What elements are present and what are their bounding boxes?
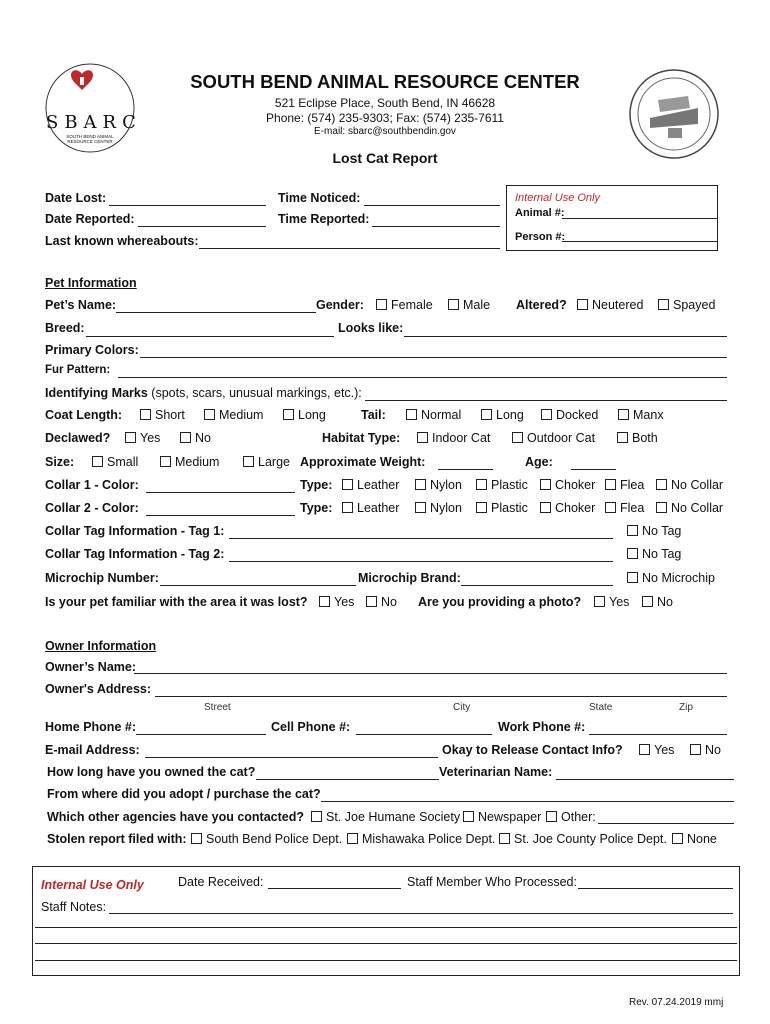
animal-no-label: Animal #: bbox=[515, 207, 565, 219]
tag2-no-tag-option[interactable]: No Tag bbox=[627, 547, 681, 561]
habitat-both-option[interactable]: Both bbox=[617, 431, 658, 445]
other-agency-checkbox[interactable] bbox=[546, 811, 557, 822]
internal-use-label: Internal Use Only bbox=[515, 192, 600, 204]
photo-no-checkbox[interactable] bbox=[642, 596, 653, 607]
tail-long-option[interactable]: Long bbox=[481, 408, 524, 422]
coat-medium-checkbox[interactable] bbox=[204, 409, 215, 420]
st-joe-checkbox[interactable] bbox=[311, 811, 322, 822]
home-phone-field[interactable] bbox=[136, 734, 266, 735]
collar2-type-label: Type: bbox=[300, 501, 333, 515]
coat-short-option[interactable]: Short bbox=[140, 408, 185, 422]
adopt-field[interactable] bbox=[321, 801, 734, 802]
sjcpd-option[interactable]: St. Joe County Police Dept. bbox=[499, 832, 667, 846]
collar2-choker-checkbox[interactable] bbox=[540, 502, 551, 513]
collar2-no-collar-option[interactable]: No Collar bbox=[656, 501, 723, 515]
cell-phone-field[interactable] bbox=[356, 734, 492, 735]
habitat-label: Habitat Type: bbox=[322, 431, 401, 445]
declawed-yes-checkbox[interactable] bbox=[125, 432, 136, 443]
breed-label: Breed: bbox=[45, 321, 85, 335]
collar2-plastic-option[interactable]: Plastic bbox=[476, 501, 528, 515]
age-field[interactable] bbox=[571, 469, 616, 470]
collar1-plastic-checkbox[interactable] bbox=[476, 479, 487, 490]
looks-like-field[interactable] bbox=[404, 336, 727, 337]
photo-yes-option[interactable]: Yes bbox=[594, 595, 629, 609]
habitat-outdoor-option[interactable]: Outdoor Cat bbox=[512, 431, 595, 445]
staff-notes-line-4[interactable] bbox=[35, 960, 737, 961]
collar2-flea-option[interactable]: Flea bbox=[605, 501, 644, 515]
coat-long-option[interactable]: Long bbox=[283, 408, 326, 422]
tail-manx-checkbox[interactable] bbox=[618, 409, 629, 420]
time-reported-label: Time Reported: bbox=[278, 212, 370, 226]
revision-footer: Rev. 07.24.2019 mmj bbox=[629, 997, 724, 1008]
microchip-brand-field[interactable] bbox=[461, 585, 613, 586]
microchip-number-field[interactable] bbox=[160, 585, 356, 586]
approx-weight-label: Approximate Weight: bbox=[300, 455, 426, 469]
collar1-choker-option[interactable]: Choker bbox=[540, 478, 595, 492]
last-known-label: Last known whereabouts: bbox=[45, 234, 199, 248]
tag2-label: Collar Tag Information - Tag 2: bbox=[45, 547, 225, 561]
collar2-no-collar-checkbox[interactable] bbox=[656, 502, 667, 513]
declawed-no-option[interactable]: No bbox=[180, 431, 211, 445]
primary-colors-field[interactable] bbox=[140, 357, 727, 358]
pet-name-field[interactable] bbox=[116, 312, 316, 313]
approx-weight-field[interactable] bbox=[438, 469, 493, 470]
owner-name-label: Owner’s Name: bbox=[45, 660, 137, 674]
identifying-marks-label: Identifying Marks (spots, scars, unusual markings, etc.): bbox=[45, 386, 362, 400]
habitat-indoor-checkbox[interactable] bbox=[417, 432, 428, 443]
collar1-flea-option[interactable]: Flea bbox=[605, 478, 644, 492]
owner-address-field[interactable] bbox=[155, 696, 727, 697]
gender-label: Gender: bbox=[316, 298, 364, 312]
release-yes-checkbox[interactable] bbox=[639, 744, 650, 755]
declawed-yes-option[interactable]: Yes bbox=[125, 431, 160, 445]
other-agency-field[interactable] bbox=[598, 823, 734, 824]
altered-label: Altered? bbox=[516, 298, 567, 312]
last-known-field[interactable] bbox=[199, 248, 500, 249]
neutered-option[interactable]: Neutered bbox=[577, 298, 643, 312]
spayed-option[interactable]: Spayed bbox=[658, 298, 715, 312]
work-phone-field[interactable] bbox=[589, 734, 727, 735]
release-yes-option[interactable]: Yes bbox=[639, 743, 674, 757]
owner-section-title: Owner Information bbox=[45, 639, 157, 653]
staff-notes-label: Staff Notes: bbox=[41, 900, 107, 914]
tail-label: Tail: bbox=[361, 408, 386, 422]
email-label: E-mail Address: bbox=[45, 743, 140, 757]
no-microchip-option[interactable]: No Microchip bbox=[627, 571, 715, 585]
age-label: Age: bbox=[525, 455, 553, 469]
coat-long-checkbox[interactable] bbox=[283, 409, 294, 420]
tag1-no-tag-checkbox[interactable] bbox=[627, 525, 638, 536]
no-microchip-checkbox[interactable] bbox=[627, 572, 638, 583]
internal-use-box-top bbox=[506, 185, 718, 251]
breed-field[interactable] bbox=[86, 336, 334, 337]
primary-colors-label: Primary Colors: bbox=[45, 343, 139, 357]
familiar-yes-option[interactable]: Yes bbox=[319, 595, 354, 609]
person-no-field[interactable] bbox=[562, 241, 717, 242]
sbpd-option[interactable]: South Bend Police Dept. bbox=[191, 832, 342, 846]
size-medium-option[interactable]: Medium bbox=[160, 455, 219, 469]
tail-normal-checkbox[interactable] bbox=[406, 409, 417, 420]
looks-like-label: Looks like: bbox=[338, 321, 404, 335]
okay-release-label: Okay to Release Contact Info? bbox=[442, 743, 623, 757]
agencies-label: Which other agencies have you contacted? bbox=[47, 810, 305, 824]
size-small-option[interactable]: Small bbox=[92, 455, 138, 469]
microchip-brand-label: Microchip Brand: bbox=[358, 571, 461, 585]
collar2-plastic-checkbox[interactable] bbox=[476, 502, 487, 513]
adopt-label: From where did you adopt / purchase the cat? bbox=[47, 787, 321, 801]
newspaper-checkbox[interactable] bbox=[463, 811, 474, 822]
collar2-leather-option[interactable]: Leather bbox=[342, 501, 399, 515]
familiar-no-checkbox[interactable] bbox=[366, 596, 377, 607]
none-checkbox[interactable] bbox=[672, 833, 683, 844]
date-received-label: Date Received: bbox=[178, 875, 264, 889]
staff-member-label: Staff Member Who Processed: bbox=[407, 875, 577, 889]
mpd-checkbox[interactable] bbox=[347, 833, 358, 844]
owner-address-label: Owner's Address: bbox=[45, 682, 152, 696]
org-email: E-mail: sbarc@southbendin.gov bbox=[314, 126, 456, 137]
tag2-no-tag-checkbox[interactable] bbox=[627, 548, 638, 559]
date-received-field[interactable] bbox=[268, 888, 401, 889]
photo-no-option[interactable]: No bbox=[642, 595, 673, 609]
size-medium-checkbox[interactable] bbox=[160, 456, 171, 467]
familiar-label: Is your pet familiar with the area it was lost? bbox=[45, 595, 308, 609]
declawed-label: Declawed? bbox=[45, 431, 111, 445]
collar1-nylon-checkbox[interactable] bbox=[415, 479, 426, 490]
st-joe-option[interactable]: St. Joe Humane Society bbox=[311, 810, 460, 824]
how-long-field[interactable] bbox=[256, 779, 439, 780]
staff-member-field[interactable] bbox=[578, 888, 733, 889]
collar1-no-collar-option[interactable]: No Collar bbox=[656, 478, 723, 492]
sbpd-checkbox[interactable] bbox=[191, 833, 202, 844]
collar1-no-collar-checkbox[interactable] bbox=[656, 479, 667, 490]
spayed-checkbox[interactable] bbox=[658, 299, 669, 310]
address-zip-caption: Zip bbox=[679, 702, 693, 713]
tag1-no-tag-option[interactable]: No Tag bbox=[627, 524, 681, 538]
tail-manx-option[interactable]: Manx bbox=[618, 408, 664, 422]
size-large-option[interactable]: Large bbox=[243, 455, 290, 469]
date-reported-label: Date Reported: bbox=[45, 212, 135, 226]
female-option[interactable]: Female bbox=[376, 298, 433, 312]
male-option[interactable]: Male bbox=[448, 298, 490, 312]
internal-use-bottom-label: Internal Use Only bbox=[41, 878, 144, 892]
org-address: 521 Eclipse Place, South Bend, IN 46628 bbox=[274, 96, 496, 110]
tail-docked-option[interactable]: Docked bbox=[541, 408, 598, 422]
time-reported-field[interactable] bbox=[372, 226, 500, 227]
tail-normal-option[interactable]: Normal bbox=[406, 408, 461, 422]
logo-text: SBARC bbox=[46, 112, 142, 133]
fur-pattern-label: Fur Pattern: bbox=[45, 364, 111, 376]
date-lost-label: Date Lost: bbox=[45, 191, 107, 205]
size-large-checkbox[interactable] bbox=[243, 456, 254, 467]
tag1-label: Collar Tag Information - Tag 1: bbox=[45, 524, 225, 538]
date-reported-field[interactable] bbox=[138, 226, 266, 227]
microchip-number-label: Microchip Number: bbox=[45, 571, 159, 585]
collar2-flea-checkbox[interactable] bbox=[605, 502, 616, 513]
owner-name-field[interactable] bbox=[134, 673, 727, 674]
staff-notes-line-1[interactable] bbox=[109, 913, 733, 914]
collar1-leather-option[interactable]: Leather bbox=[342, 478, 399, 492]
collar1-leather-checkbox[interactable] bbox=[342, 479, 353, 490]
date-lost-field[interactable] bbox=[109, 205, 266, 206]
pet-section-title: Pet Information bbox=[45, 276, 137, 290]
how-long-label: How long have you owned the cat? bbox=[47, 765, 256, 779]
photo-yes-checkbox[interactable] bbox=[594, 596, 605, 607]
other-agency-option[interactable]: Other: bbox=[546, 810, 596, 824]
familiar-no-option[interactable]: No bbox=[366, 595, 397, 609]
collar1-plastic-option[interactable]: Plastic bbox=[476, 478, 528, 492]
none-option[interactable]: None bbox=[672, 832, 717, 846]
collar1-type-label: Type: bbox=[300, 478, 333, 492]
vet-label: Veterinarian Name: bbox=[439, 765, 553, 779]
fur-pattern-field[interactable] bbox=[118, 377, 727, 378]
female-checkbox[interactable] bbox=[376, 299, 387, 310]
mpd-option[interactable]: Mishawaka Police Dept. bbox=[347, 832, 495, 846]
familiar-yes-checkbox[interactable] bbox=[319, 596, 330, 607]
photo-label: Are you providing a photo? bbox=[418, 595, 582, 609]
neutered-checkbox[interactable] bbox=[577, 299, 588, 310]
identifying-marks-field[interactable] bbox=[365, 400, 727, 401]
address-city-caption: City bbox=[453, 702, 471, 713]
tag1-field[interactable] bbox=[229, 538, 613, 539]
declawed-no-checkbox[interactable] bbox=[180, 432, 191, 443]
collar1-flea-checkbox[interactable] bbox=[605, 479, 616, 490]
address-street-caption: Street bbox=[204, 702, 231, 713]
collar2-nylon-checkbox[interactable] bbox=[415, 502, 426, 513]
tail-long-checkbox[interactable] bbox=[481, 409, 492, 420]
email-field[interactable] bbox=[145, 757, 438, 758]
coat-medium-option[interactable]: Medium bbox=[204, 408, 263, 422]
form-title: Lost Cat Report bbox=[332, 150, 438, 166]
collar2-leather-checkbox[interactable] bbox=[342, 502, 353, 513]
internal-use-box-bottom bbox=[32, 866, 740, 976]
animal-no-field[interactable] bbox=[562, 218, 717, 219]
collar2-color-label: Collar 2 - Color: bbox=[45, 501, 139, 515]
time-noticed-label: Time Noticed: bbox=[278, 191, 361, 205]
habitat-indoor-option[interactable]: Indoor Cat bbox=[417, 431, 490, 445]
tag2-field[interactable] bbox=[229, 561, 613, 562]
staff-notes-line-2[interactable] bbox=[35, 927, 737, 928]
size-small-checkbox[interactable] bbox=[92, 456, 103, 467]
collar1-color-field[interactable] bbox=[146, 492, 295, 493]
tail-docked-checkbox[interactable] bbox=[541, 409, 552, 420]
habitat-outdoor-checkbox[interactable] bbox=[512, 432, 523, 443]
collar1-choker-checkbox[interactable] bbox=[540, 479, 551, 490]
address-state-caption: State bbox=[589, 702, 613, 713]
male-checkbox[interactable] bbox=[448, 299, 459, 310]
org-phone-fax: Phone: (574) 235-9303; Fax: (574) 235-7611 bbox=[266, 111, 504, 125]
vet-field[interactable] bbox=[556, 779, 734, 780]
collar1-nylon-option[interactable]: Nylon bbox=[415, 478, 462, 492]
collar2-choker-option[interactable]: Choker bbox=[540, 501, 595, 515]
home-phone-label: Home Phone #: bbox=[45, 720, 136, 734]
habitat-both-checkbox[interactable] bbox=[617, 432, 628, 443]
coat-short-checkbox[interactable] bbox=[140, 409, 151, 420]
logo-subtext: SOUTH BEND ANIMAL RESOURCE CENTER bbox=[66, 134, 114, 144]
size-label: Size: bbox=[45, 455, 75, 469]
collar1-color-label: Collar 1 - Color: bbox=[45, 478, 139, 492]
time-noticed-field[interactable] bbox=[364, 205, 500, 206]
release-no-checkbox[interactable] bbox=[690, 744, 701, 755]
pet-name-label: Pet’s Name: bbox=[45, 298, 117, 312]
collar2-nylon-option[interactable]: Nylon bbox=[415, 501, 462, 515]
work-phone-label: Work Phone #: bbox=[498, 720, 586, 734]
newspaper-option[interactable]: Newspaper bbox=[463, 810, 541, 824]
cell-phone-label: Cell Phone #: bbox=[271, 720, 351, 734]
release-no-option[interactable]: No bbox=[690, 743, 721, 757]
sjcpd-checkbox[interactable] bbox=[499, 833, 510, 844]
stolen-label: Stolen report filed with: bbox=[47, 832, 187, 846]
person-no-label: Person #: bbox=[515, 231, 566, 243]
staff-notes-line-3[interactable] bbox=[35, 943, 737, 944]
collar2-color-field[interactable] bbox=[146, 515, 295, 516]
org-name: SOUTH BEND ANIMAL RESOURCE CENTER bbox=[190, 71, 580, 92]
coat-length-label: Coat Length: bbox=[45, 408, 123, 422]
